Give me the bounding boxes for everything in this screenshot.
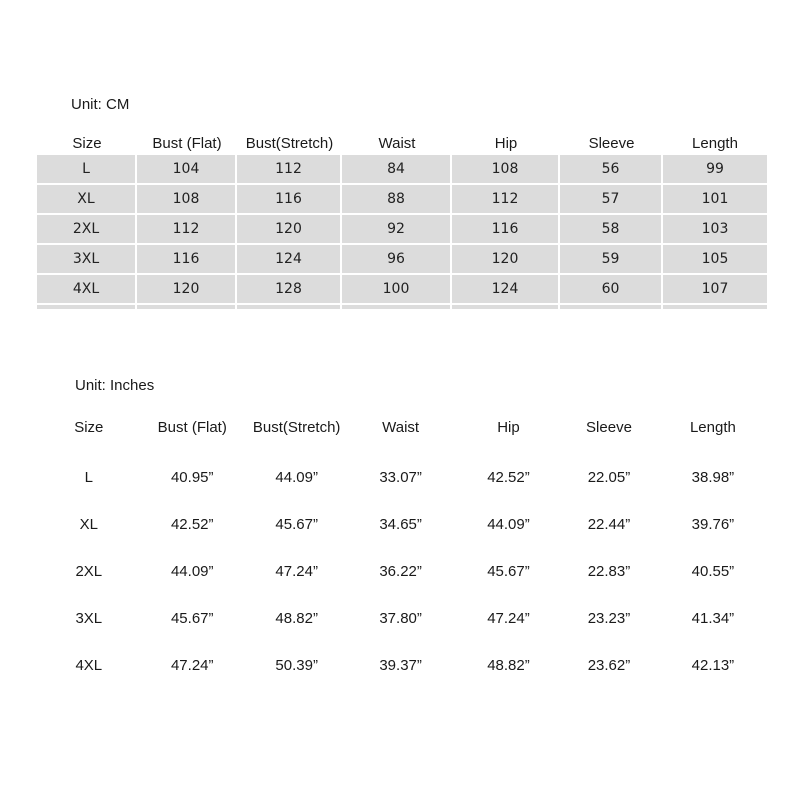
cm-column-header: Waist xyxy=(378,134,416,152)
cm-table-cell: 124 xyxy=(237,245,342,275)
inch-table-cell: 22.05” xyxy=(587,469,631,486)
inch-table-cell: 3XL xyxy=(75,610,103,627)
inch-table-cell: 39.37” xyxy=(379,657,422,674)
inch-table-cell: 50.39” xyxy=(275,657,318,674)
cm-table-body xyxy=(37,155,767,305)
inch-table-cell: 48.82” xyxy=(275,610,318,627)
inch-table-cell: 39.76” xyxy=(691,516,735,533)
cm-table-cell: 112 xyxy=(452,185,560,215)
inch-table-cell: 22.83” xyxy=(587,563,631,580)
inch-table-cell: 44.09” xyxy=(170,563,214,580)
cm-table-cell: 4XL xyxy=(37,275,137,305)
inch-table-cell: 22.44” xyxy=(587,516,631,533)
inch-column-header: Waist xyxy=(382,418,420,436)
cm-table-footer-strip xyxy=(37,305,767,309)
cm-table-cell: 107 xyxy=(663,275,767,305)
inch-table-cell: 45.67” xyxy=(170,610,214,627)
cm-footer-cell xyxy=(137,305,237,309)
cm-table-cell: 120 xyxy=(237,215,342,245)
cm-table-cell: 116 xyxy=(452,215,560,245)
cm-table-row xyxy=(37,245,767,275)
inch-table-row xyxy=(40,501,770,548)
cm-table-cell: 103 xyxy=(663,215,767,245)
cm-column-header: Bust(Stretch) xyxy=(245,134,334,152)
cm-table-cell: 105 xyxy=(663,245,767,275)
inch-table-cell: 45.67” xyxy=(487,563,530,580)
inch-table-cell: 42.13” xyxy=(691,657,735,674)
cm-table-cell: 112 xyxy=(237,155,342,185)
inch-size-table xyxy=(40,414,770,689)
cm-table-cell: 59 xyxy=(560,245,663,275)
inch-column-header: Sleeve xyxy=(586,418,632,436)
inch-table-cell: 34.65” xyxy=(379,516,422,533)
cm-table-cell: XL xyxy=(37,185,137,215)
cm-footer-cell xyxy=(663,305,767,309)
cm-table-cell: 57 xyxy=(560,185,663,215)
cm-table-row xyxy=(37,215,767,245)
cm-table-cell: 108 xyxy=(452,155,560,185)
cm-table-cell: 112 xyxy=(137,215,237,245)
inch-table-header xyxy=(40,414,770,440)
inch-table-row xyxy=(40,595,770,642)
inch-table-cell: 41.34” xyxy=(691,610,735,627)
cm-footer-cell xyxy=(560,305,663,309)
inch-table-row xyxy=(40,642,770,689)
inch-table-cell: 40.55” xyxy=(691,563,735,580)
cm-table-cell: 96 xyxy=(342,245,452,275)
cm-column-header: Size xyxy=(72,134,102,152)
inch-table-row xyxy=(40,548,770,595)
inch-table-cell: 45.67” xyxy=(275,516,318,533)
inch-table-cell: 36.22” xyxy=(379,563,422,580)
cm-table-cell: 84 xyxy=(342,155,452,185)
inch-table-cell: 4XL xyxy=(75,657,103,674)
cm-table-cell: 101 xyxy=(663,185,767,215)
cm-column-header: Bust (Flat) xyxy=(152,134,222,152)
inch-table-cell: 38.98” xyxy=(691,469,735,486)
cm-table-header xyxy=(37,131,767,155)
cm-column-header: Hip xyxy=(494,134,518,152)
inch-table-cell: 33.07” xyxy=(379,469,422,486)
inch-table-cell: 44.09” xyxy=(487,516,530,533)
inch-table-body xyxy=(40,454,770,689)
cm-table-row xyxy=(37,275,767,305)
cm-column-header: Sleeve xyxy=(588,134,635,152)
cm-table-cell: 99 xyxy=(663,155,767,185)
inch-table-cell: 48.82” xyxy=(487,657,530,674)
inch-table-cell: XL xyxy=(79,516,98,533)
cm-footer-cell xyxy=(237,305,342,309)
cm-footer-cell xyxy=(37,305,137,309)
cm-table-cell: 120 xyxy=(452,245,560,275)
cm-footer-cell xyxy=(342,305,452,309)
cm-table-row xyxy=(37,155,767,185)
inch-table-cell: 47.24” xyxy=(170,657,214,674)
inch-table-cell: L xyxy=(84,469,93,486)
cm-footer-cell xyxy=(452,305,560,309)
cm-table-row xyxy=(37,185,767,215)
inch-table-cell: 47.24” xyxy=(275,563,318,580)
cm-table-cell: 120 xyxy=(137,275,237,305)
inch-table-cell: 37.80” xyxy=(379,610,422,627)
cm-table-cell: 116 xyxy=(237,185,342,215)
cm-table-cell: 60 xyxy=(560,275,663,305)
inch-column-header: Bust(Stretch) xyxy=(252,418,341,436)
inch-column-header: Bust (Flat) xyxy=(157,418,227,436)
cm-table-cell: 58 xyxy=(560,215,663,245)
cm-table-cell: 108 xyxy=(137,185,237,215)
inch-column-header: Size xyxy=(74,418,104,436)
cm-size-table xyxy=(37,131,767,309)
inch-table-cell: 40.95” xyxy=(170,469,214,486)
inch-table-cell: 42.52” xyxy=(170,516,214,533)
inch-column-header: Hip xyxy=(497,418,520,436)
cm-table-cell: 3XL xyxy=(37,245,137,275)
cm-unit-label: Unit: CM xyxy=(71,96,130,113)
inch-table-cell: 2XL xyxy=(75,563,103,580)
inch-unit-label: Unit: Inches xyxy=(75,377,155,394)
cm-table-cell: 128 xyxy=(237,275,342,305)
cm-table-cell: 100 xyxy=(342,275,452,305)
cm-table-cell: 92 xyxy=(342,215,452,245)
cm-table-cell: 104 xyxy=(137,155,237,185)
inch-table-cell: 42.52” xyxy=(487,469,530,486)
cm-table-cell: 88 xyxy=(342,185,452,215)
cm-table-cell: L xyxy=(37,155,137,185)
cm-table-cell: 56 xyxy=(560,155,663,185)
inch-column-header: Length xyxy=(689,418,736,436)
inch-table-row xyxy=(40,454,770,501)
cm-table-cell: 116 xyxy=(137,245,237,275)
inch-table-cell: 44.09” xyxy=(275,469,318,486)
cm-table-cell: 124 xyxy=(452,275,560,305)
inch-table-cell: 23.23” xyxy=(587,610,631,627)
inch-table-cell: 23.62” xyxy=(587,657,631,674)
cm-column-header: Length xyxy=(692,134,738,152)
inch-table-cell: 47.24” xyxy=(487,610,530,627)
cm-table-cell: 2XL xyxy=(37,215,137,245)
